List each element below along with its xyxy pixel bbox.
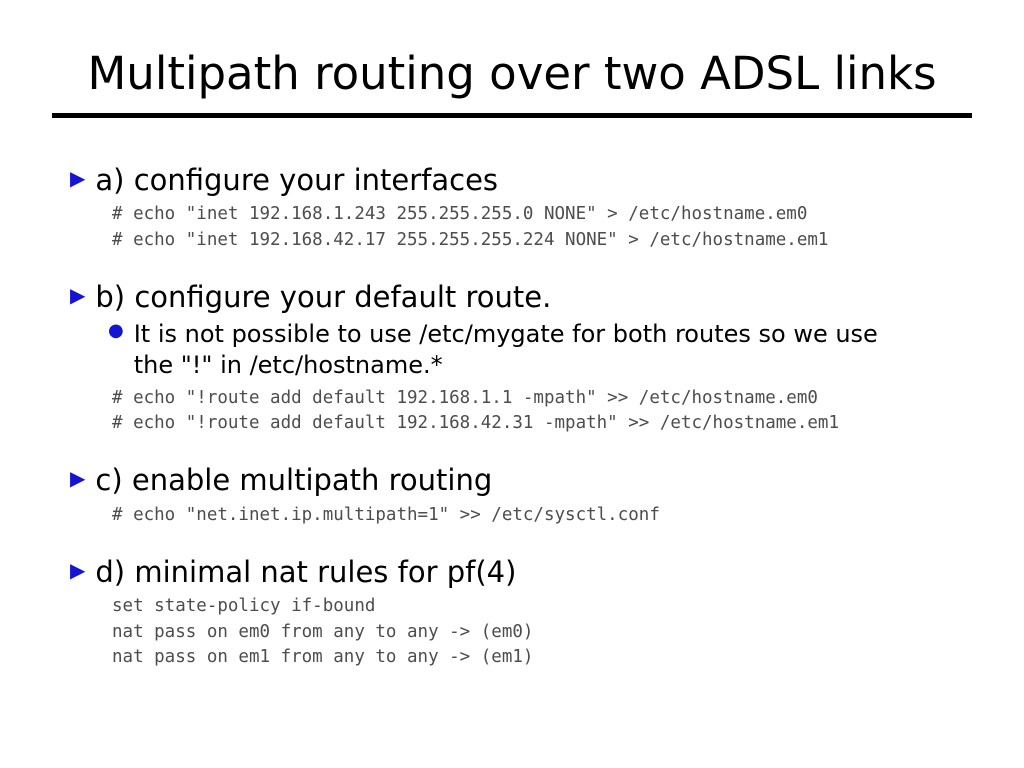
- title-divider: [52, 113, 972, 118]
- code-line: # echo "!route add default 192.168.42.31 -mpath" >> /etc/hostname.em1: [112, 413, 839, 433]
- page-title: Multipath routing over two ADSL links: [87, 47, 937, 100]
- triangle-bullet-icon: ▶: [70, 558, 86, 582]
- section-c: [70, 462, 970, 528]
- bullet-label: d) minimal nat rules for pf(4): [95, 555, 517, 589]
- triangle-bullet-icon: ▶: [70, 283, 86, 307]
- bullet-item: [70, 462, 970, 498]
- section-a: [70, 162, 970, 253]
- dot-bullet-icon: ●: [108, 320, 124, 342]
- bullet-item: [70, 554, 970, 590]
- bullet-label: a) configure your interfaces: [95, 163, 499, 197]
- bullet-item: [70, 279, 970, 315]
- spacer: [70, 442, 970, 450]
- bullet-item: [70, 162, 970, 198]
- code-line: # echo "inet 192.168.1.243 255.255.255.0 NONE" > /etc/hostname.em0: [112, 204, 808, 225]
- code-line: nat pass on em0 from any to any -> (em0): [112, 621, 534, 642]
- code-line: # echo "net.inet.ip.multipath=1" >> /etc/sysctl.conf: [112, 504, 660, 525]
- code-line: set state-policy if-bound: [112, 596, 376, 617]
- sub-bullet-item: [108, 319, 970, 381]
- triangle-bullet-icon: ▶: [70, 466, 86, 491]
- slide-content: [70, 150, 970, 676]
- bullet-label: c) enable multipath routing: [95, 463, 493, 498]
- bullet-label: b) configure your default route.: [95, 280, 552, 314]
- section-d: [70, 554, 970, 670]
- spacer: [70, 259, 970, 267]
- code-line: # echo "inet 192.168.42.17 255.255.255.224 NONE" > /etc/hostname.em1: [112, 229, 829, 250]
- triangle-bullet-icon: ▶: [70, 166, 86, 190]
- section-b: [70, 279, 970, 436]
- spacer: [70, 534, 970, 542]
- code-line: # echo "!route add default 192.168.1.1 -mpath" >> /etc/hostname.em0: [112, 387, 818, 408]
- code-line: nat pass on em1 from any to any -> (em1): [112, 647, 534, 667]
- sub-bullet-label: It is not possible to use /etc/mygate for both routes so we use the "!" in /etc/hostname.*: [133, 320, 878, 380]
